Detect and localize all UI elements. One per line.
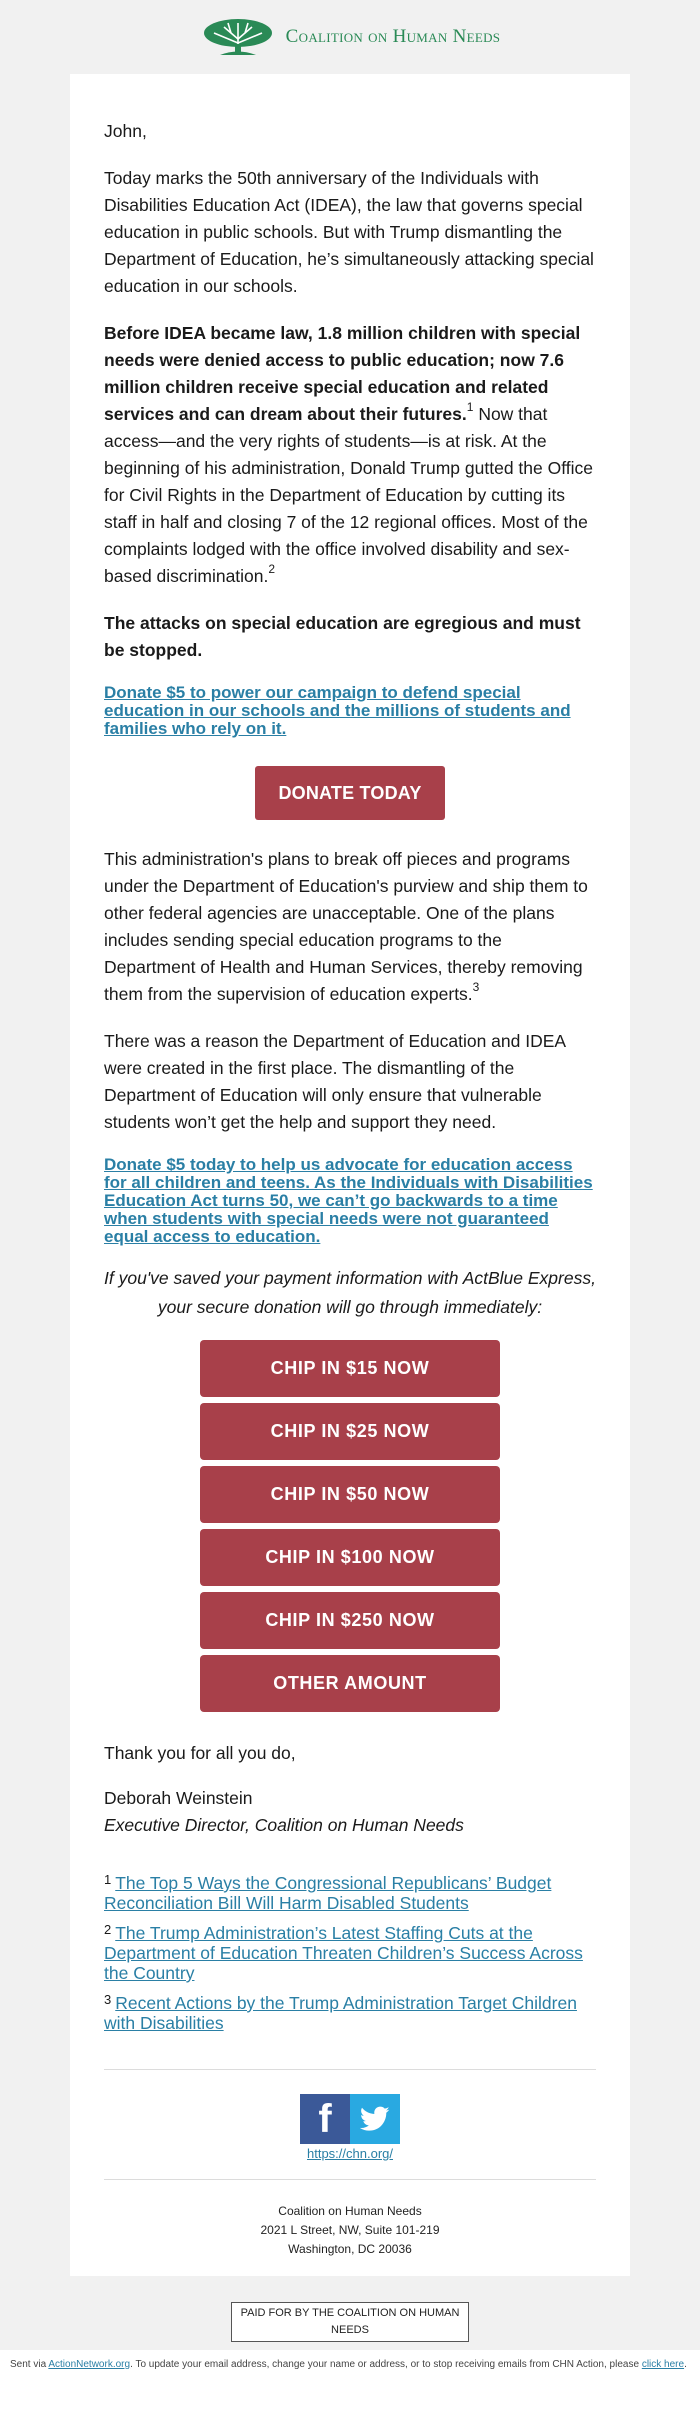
- greeting: John,: [104, 121, 147, 141]
- unsubscribe-text: [0, 2350, 700, 2372]
- footnote-link-3[interactable]: Recent Actions by the Trump Administration Target Children with Disabilities: [104, 1993, 577, 2033]
- action-network-link[interactable]: ActionNetwork.org: [48, 2359, 131, 2370]
- footnote-number: 1: [104, 1872, 112, 1887]
- social-block: [104, 2094, 596, 2161]
- chip-in-50-button[interactable]: CHIP IN $50 NOW: [200, 1466, 500, 1523]
- address-line-3: Washington, DC 20036: [288, 2242, 412, 2256]
- twitter-icon[interactable]: [350, 2094, 400, 2144]
- donate-button-wrap: [104, 766, 596, 820]
- social-icons: [300, 2094, 400, 2144]
- facebook-icon[interactable]: f: [300, 2094, 350, 2144]
- idea-paragraph: [104, 320, 596, 590]
- footnote-number: 3: [104, 1992, 112, 2007]
- reason-paragraph: There was a reason the Department of Education and IDEA were created in the first place. The dismantling of the Department of Education will only ensure that vulnerable students won’t get the help and support they need.: [104, 1031, 566, 1132]
- footnote-ref-3: 3: [472, 980, 480, 995]
- divider: [104, 2069, 596, 2070]
- sent-via-text: Sent via: [10, 2359, 49, 2370]
- attacks-paragraph: The attacks on special education are egregious and must be stopped.: [104, 613, 581, 660]
- twitter-bird-icon: [360, 2106, 390, 2132]
- email-header: [0, 0, 700, 74]
- thanks-text: Thank you for all you do,: [104, 1743, 296, 1763]
- actblue-note: If you've saved your payment information with ActBlue Express, your secure donation will go through immediately:: [104, 1268, 596, 1317]
- footnote-ref-1: 1: [466, 400, 474, 415]
- chip-in-100-button[interactable]: CHIP IN $100 NOW: [200, 1529, 500, 1586]
- footnote-1: [104, 1873, 596, 1913]
- donate-link-1[interactable]: Donate $5 to power our campaign to defend special education in our schools and the millions of students and families who rely on it.: [104, 683, 571, 738]
- footnote-3: [104, 1993, 596, 2033]
- address-line-2: 2021 L Street, NW, Suite 101-219: [260, 2223, 440, 2237]
- idea-bold-text: Before IDEA became law, 1.8 million children with special needs were denied access to public education; now 7.6 million children receive special education and related services and can dream about their futures.: [104, 323, 581, 424]
- footnote-ref-2: 2: [268, 562, 276, 577]
- chip-in-250-button[interactable]: CHIP IN $250 NOW: [200, 1592, 500, 1649]
- signer-title: Executive Director, Coalition on Human Needs: [104, 1815, 464, 1835]
- other-amount-button[interactable]: OTHER AMOUNT: [200, 1655, 500, 1712]
- address-line-1: Coalition on Human Needs: [278, 2204, 422, 2218]
- divider: [104, 2179, 596, 2180]
- chip-in-15-button[interactable]: CHIP IN $15 NOW: [200, 1340, 500, 1397]
- bottom-bar: [0, 2350, 700, 2414]
- chn-site-link[interactable]: https://chn.org/: [307, 2146, 393, 2161]
- footnote-number: 2: [104, 1922, 112, 1937]
- tree-logo-icon: [200, 17, 276, 57]
- plans-paragraph: [104, 846, 596, 1008]
- donate-link-2[interactable]: Donate $5 today to help us advocate for education access for all children and teens. As the Individuals with Disabilities Education Act turns 50, we can’t go backwards to a time when students with special needs were not guaranteed equal access to education.: [104, 1155, 593, 1246]
- email-card: [70, 74, 630, 2276]
- chip-in-25-button[interactable]: CHIP IN $25 NOW: [200, 1403, 500, 1460]
- plans-text: This administration's plans to break off pieces and programs under the Department of Education's purview and ship them to other federal agencies are unacceptable. One of the plans includes sending special education programs to the Department of Health and Human Services, thereby removing them from the supervision of education experts.: [104, 849, 588, 1004]
- donate-today-button[interactable]: DONATE TODAY: [255, 766, 445, 820]
- footnote-2: [104, 1923, 596, 1983]
- click-here-link[interactable]: click here: [641, 2359, 685, 2370]
- update-text: . To update your email address, change your name or address, or to stop receiving emails from CHN Action, please: [130, 2359, 642, 2370]
- footnote-link-1[interactable]: The Top 5 Ways the Congressional Republicans’ Budget Reconciliation Bill Will Harm Disabled Students: [104, 1873, 552, 1913]
- footnote-link-2[interactable]: The Trump Administration’s Latest Staffing Cuts at the Department of Education Threaten Children’s Success Across the Country: [104, 1923, 583, 1983]
- chip-in-buttons: [104, 1340, 596, 1712]
- org-name: Coalition on Human Needs: [285, 26, 501, 47]
- mailing-address: [104, 2202, 596, 2259]
- intro-paragraph: Today marks the 50th anniversary of the Individuals with Disabilities Education Act (IDEA), the law that governs special education in public schools. But with Trump dismantling the Department of Education, he’s simultaneously attacking special education in our schools.: [104, 168, 594, 296]
- paid-for-disclaimer: PAID FOR BY THE COALITION ON HUMAN NEEDS: [231, 2302, 469, 2342]
- end-text: .: [684, 2359, 687, 2370]
- signer-name: Deborah Weinstein: [104, 1788, 253, 1808]
- idea-rest-text: Now that access—and the very rights of students—is at risk. At the beginning of his administration, Donald Trump gutted the Office for Civil Rights in the Department of Education by cutting its staff in half and closing 7 of the 12 regional offices. Most of the complaints lodged with the office involved disability and sex-based discrimination.: [104, 404, 593, 586]
